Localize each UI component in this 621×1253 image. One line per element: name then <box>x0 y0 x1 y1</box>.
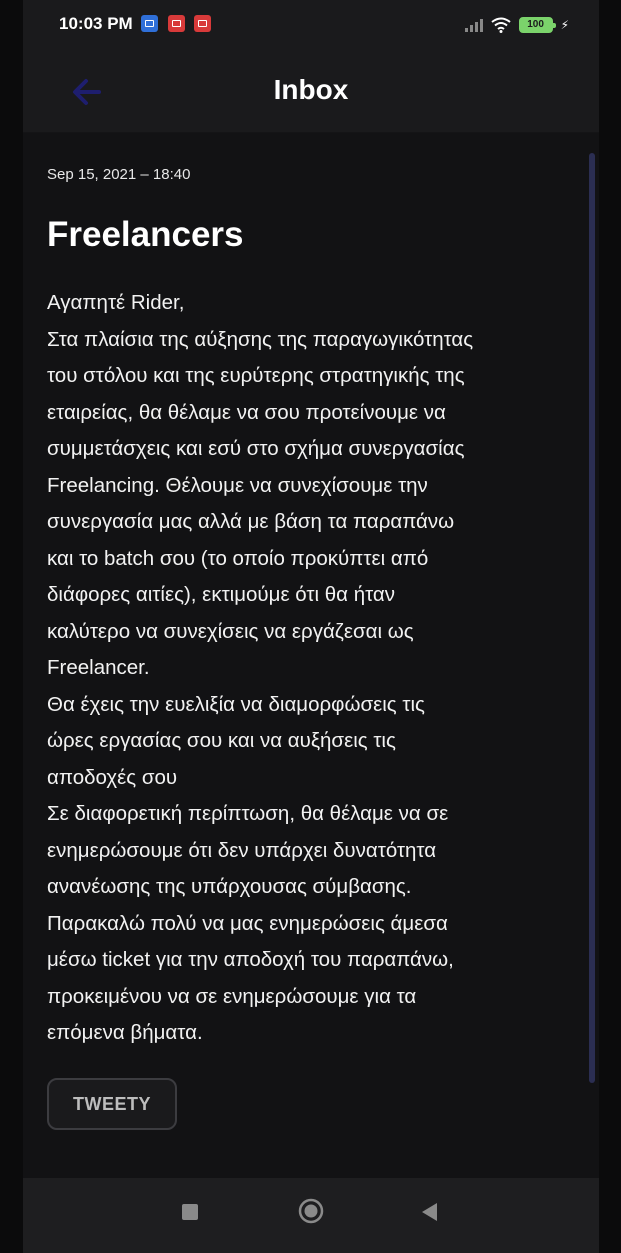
tweety-tag-button[interactable]: TWEETY <box>47 1078 177 1130</box>
body-line: συμμετάσχεις και εσύ στο σχήμα συνεργασίας <box>47 437 465 460</box>
message-body <box>47 285 582 1052</box>
phone-screen <box>23 0 599 1253</box>
body-line: αποδοχές σου <box>47 765 178 789</box>
body-line: ανανέωσης της υπάρχουσας σύμβασης. <box>47 875 412 898</box>
body-line: επόμενα βήματα. <box>47 1021 203 1044</box>
body-line: καλύτερο να συνεχίσεις να εργάζεσαι ως <box>47 619 414 643</box>
message-date: Sep 15, 2021 – 18:40 <box>47 166 191 183</box>
status-indicators <box>465 15 569 35</box>
body-line: Θα έχεις την ευελιξία να διαμορφώσεις τις <box>47 692 425 716</box>
status-bar <box>23 0 599 52</box>
body-line: Freelancer. <box>47 656 150 679</box>
messenger-notification-icon <box>141 15 158 32</box>
message-title: Freelancers <box>47 215 244 254</box>
body-line: διάφορες αιτίες), εκτιμούμε ότι θα ήταν <box>47 583 396 606</box>
body-line: συνεργασία μας αλλά με βάση τα παραπάνω <box>47 510 455 533</box>
body-line: ενημερώσουμε ότι δεν υπάρχει δυνατότητα <box>47 838 437 862</box>
battery-icon: 100 <box>519 17 553 33</box>
message-detail[interactable] <box>23 133 599 1178</box>
body-line: προκειμένου να σε ενημερώσουμε για τα <box>47 984 417 1008</box>
nav-back-icon[interactable] <box>419 1201 439 1223</box>
signal-icon <box>465 18 483 32</box>
page-title: Inbox <box>273 74 349 105</box>
body-line: ώρες εργασίας σου και να αυξήσεις τις <box>47 729 396 752</box>
charging-icon: ⚡ <box>560 18 569 32</box>
body-line: Freelancing. Θέλουμε να συνεχίσουμε την <box>47 473 428 497</box>
body-line: Σε διαφορετική περίπτωση, θα θέλαμε να σε <box>47 802 449 825</box>
home-icon[interactable] <box>298 1198 324 1224</box>
body-line: του στόλου και της ευρύτερης στρατηγικής της <box>47 364 465 387</box>
mail-notification-icon <box>168 15 185 32</box>
body-line: και το batch σου (το οποίο προκύπτει από <box>47 546 429 570</box>
system-nav-bar <box>23 1178 599 1253</box>
wifi-icon <box>491 17 511 33</box>
recent-apps-icon[interactable] <box>182 1204 198 1220</box>
body-line: Στα πλαίσια της αύξησης της παραγωγικότητας <box>47 327 474 351</box>
body-line: Παρακαλώ πολύ να μας ενημερώσεις άμεσα <box>47 911 448 935</box>
app-bar <box>23 52 599 133</box>
status-time: 10:03 PM <box>59 14 133 33</box>
body-line: μέσω ticket για την αποδοχή του παραπάνω, <box>47 948 454 971</box>
scrollbar[interactable] <box>589 153 595 1083</box>
mail-notification-icon <box>194 15 211 32</box>
body-line: εταιρείας, θα θέλαμε να σου προτείνουμε να <box>47 400 446 424</box>
body-line: Αγαπητέ Rider, <box>47 291 185 314</box>
